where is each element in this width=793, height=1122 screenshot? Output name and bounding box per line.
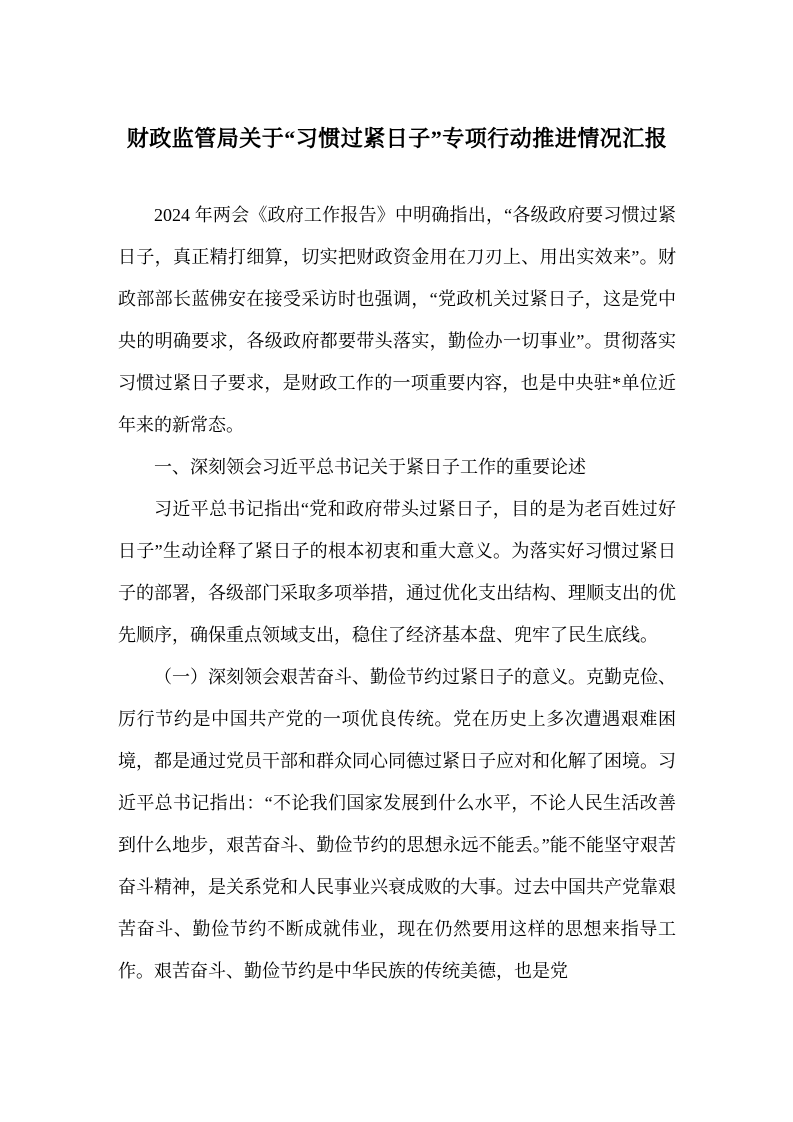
body-paragraph: （一）深刻领会艰苦奋斗、勤俭节约过紧日子的意义。克勤克俭、厉行节约是中国共产党的一项优良传统。党在历史上多次遭遇艰难困境，都是通过党员干部和群众同心同德过紧日子应对和化解了困境。习近平总书记指出：“不论我们国家发展到什么水平，不论人民生活改善到什么地步，艰苦奋斗、勤俭节约的思想永远不能丢。”能不能坚守艰苦奋斗精神，是关系党和人民事业兴衰成败的大事。过去中国共产党靠艰苦奋斗、勤俭节约不断成就伟业，现在仍然要用这样的思想来指导工作。艰苦奋斗、勤俭节约是中华民族的传统美德，也是党 — [118, 667, 676, 981]
document-body — [118, 194, 676, 992]
body-paragraph: 习近平总书记指出“党和政府带头过紧日子，目的是为老百姓过好日子”生动诠释了紧日子的根本初衷和重大意义。为落实好习惯过紧日子的部署，各级部门采取多项举措，通过优化支出结构、理顺支出的优先顺序，确保重点领域支出，稳住了经济基本盘、兜牢了民生底线。 — [118, 499, 676, 645]
document-title: 财政监管局关于“习惯过紧日子”专项行动推进情况汇报 — [126, 126, 668, 151]
section-heading: 一、深刻领会习近平总书记关于紧日子工作的重要论述 — [154, 457, 586, 477]
body-paragraph: 2024 年两会《政府工作报告》中明确指出，“各级政府要习惯过紧日子，真正精打细算，切实把财政资金用在刀刃上、用出实效来”。财政部部长蓝佛安在接受采访时也强调，“党政机关过紧日子，这是党中央的明确要求，各级政府都要带头落实，勤俭办一切事业”。贯彻落实习惯过紧日子要求，是财政工作的一项重要内容，也是中央驻*单位近年来的新常态。 — [118, 205, 676, 435]
